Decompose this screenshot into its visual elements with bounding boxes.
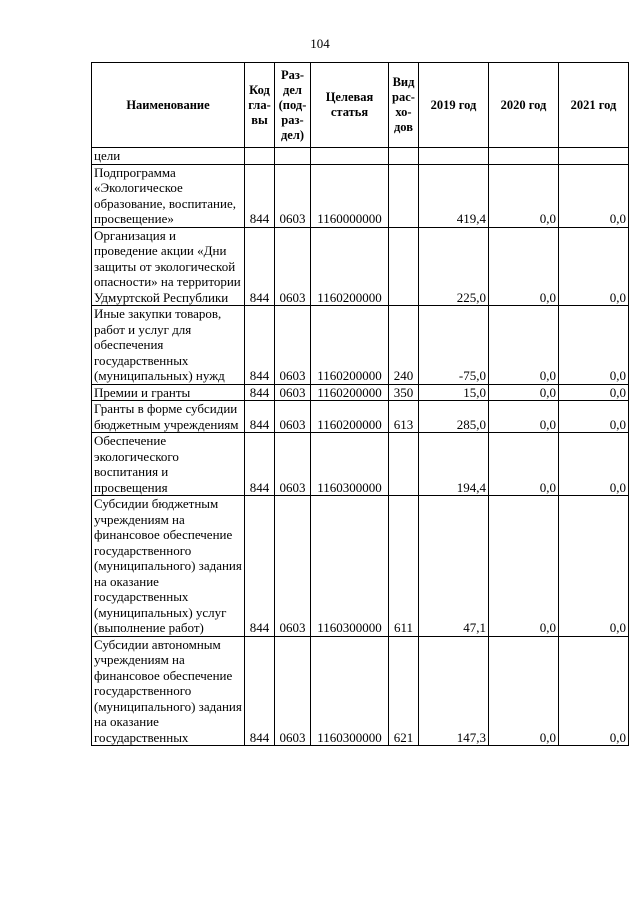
- row-2020: 0,0: [489, 227, 559, 306]
- row-2019: 225,0: [419, 227, 489, 306]
- row-name: Иные закупки товаров, работ и услуг для обеспечения государственных (муниципальных) нужд: [92, 306, 245, 385]
- header-2020: 2020 год: [489, 63, 559, 148]
- header-name: Наименование: [92, 63, 245, 148]
- row-exptype: [389, 164, 419, 227]
- row-2021: 0,0: [559, 384, 629, 401]
- row-section: 0603: [275, 401, 311, 433]
- row-name: Гранты в форме субсидии бюджетным учреждениям: [92, 401, 245, 433]
- row-exptype: 621: [389, 636, 419, 746]
- row-code: 844: [245, 164, 275, 227]
- row-section: 0603: [275, 433, 311, 496]
- table-row: [92, 496, 629, 637]
- row-code: 844: [245, 401, 275, 433]
- row-2019: 419,4: [419, 164, 489, 227]
- header-2019: 2019 год: [419, 63, 489, 148]
- row-section: 0603: [275, 636, 311, 746]
- row-section: 0603: [275, 496, 311, 637]
- row-2021: 0,0: [559, 401, 629, 433]
- header-target: Целевая статья: [311, 63, 389, 148]
- row-2019: 47,1: [419, 496, 489, 637]
- row-2021: 0,0: [559, 227, 629, 306]
- header-section: Раз- дел (под- раз- дел): [275, 63, 311, 148]
- header-2021: 2021 год: [559, 63, 629, 148]
- row-name: Подпрограмма «Экологическое образование, воспитание, просвещение»: [92, 164, 245, 227]
- row-exptype: 240: [389, 306, 419, 385]
- row-2021: 0,0: [559, 433, 629, 496]
- row-2020: 0,0: [489, 306, 559, 385]
- table-row: [92, 164, 629, 227]
- row-target: 1160300000: [311, 636, 389, 746]
- row-exptype: [389, 148, 419, 165]
- row-2019: -75,0: [419, 306, 489, 385]
- row-target: 1160300000: [311, 496, 389, 637]
- row-2021: 0,0: [559, 164, 629, 227]
- row-name: Премии и гранты: [92, 384, 245, 401]
- header-code: Код гла- вы: [245, 63, 275, 148]
- row-exptype: 611: [389, 496, 419, 637]
- row-2019: 15,0: [419, 384, 489, 401]
- row-target: 1160200000: [311, 227, 389, 306]
- row-2020: 0,0: [489, 164, 559, 227]
- row-2020: 0,0: [489, 401, 559, 433]
- row-code: [245, 148, 275, 165]
- row-section: [275, 148, 311, 165]
- row-name: Субсидии автономным учреждениям на финансовое обеспечение государственного (муниципального) задания на оказание государственных: [92, 636, 245, 746]
- row-exptype: [389, 227, 419, 306]
- row-name: цели: [92, 148, 245, 165]
- row-2019: [419, 148, 489, 165]
- table-row: [92, 384, 629, 401]
- row-2020: [489, 148, 559, 165]
- row-2019: 147,3: [419, 636, 489, 746]
- row-name: Обеспечение экологического воспитания и просвещения: [92, 433, 245, 496]
- row-section: 0603: [275, 384, 311, 401]
- row-section: 0603: [275, 227, 311, 306]
- row-target: 1160200000: [311, 306, 389, 385]
- row-target: 1160000000: [311, 164, 389, 227]
- row-2021: 0,0: [559, 496, 629, 637]
- budget-table: [91, 62, 629, 746]
- row-section: 0603: [275, 306, 311, 385]
- row-code: 844: [245, 636, 275, 746]
- page-number: 104: [310, 36, 330, 51]
- table-row: [92, 148, 629, 165]
- table-row: [92, 306, 629, 385]
- row-name: Организация и проведение акции «Дни защиты от экологической опасности» на территории Удмуртской Республики: [92, 227, 245, 306]
- row-2020: 0,0: [489, 636, 559, 746]
- row-target: 1160300000: [311, 433, 389, 496]
- table-row: [92, 227, 629, 306]
- table-body: [92, 148, 629, 746]
- row-exptype: 613: [389, 401, 419, 433]
- row-2021: [559, 148, 629, 165]
- row-exptype: [389, 433, 419, 496]
- row-name: Субсидии бюджетным учреждениям на финансовое обеспечение государственного (муниципального) задания на оказание государственных (муниципальных) услуг (выполнение работ): [92, 496, 245, 637]
- row-section: 0603: [275, 164, 311, 227]
- row-2020: 0,0: [489, 384, 559, 401]
- row-2021: 0,0: [559, 636, 629, 746]
- table-row: [92, 636, 629, 746]
- row-2019: 194,4: [419, 433, 489, 496]
- row-code: 844: [245, 384, 275, 401]
- row-2021: 0,0: [559, 306, 629, 385]
- header-exptype: Вид рас- хо- дов: [389, 63, 419, 148]
- row-target: 1160200000: [311, 384, 389, 401]
- row-target: 1160200000: [311, 401, 389, 433]
- row-2019: 285,0: [419, 401, 489, 433]
- row-code: 844: [245, 433, 275, 496]
- row-code: 844: [245, 496, 275, 637]
- table-row: [92, 401, 629, 433]
- row-code: 844: [245, 306, 275, 385]
- row-target: [311, 148, 389, 165]
- row-code: 844: [245, 227, 275, 306]
- row-exptype: 350: [389, 384, 419, 401]
- row-2020: 0,0: [489, 433, 559, 496]
- row-2020: 0,0: [489, 496, 559, 637]
- table-row: [92, 433, 629, 496]
- table-header-row: [92, 63, 629, 148]
